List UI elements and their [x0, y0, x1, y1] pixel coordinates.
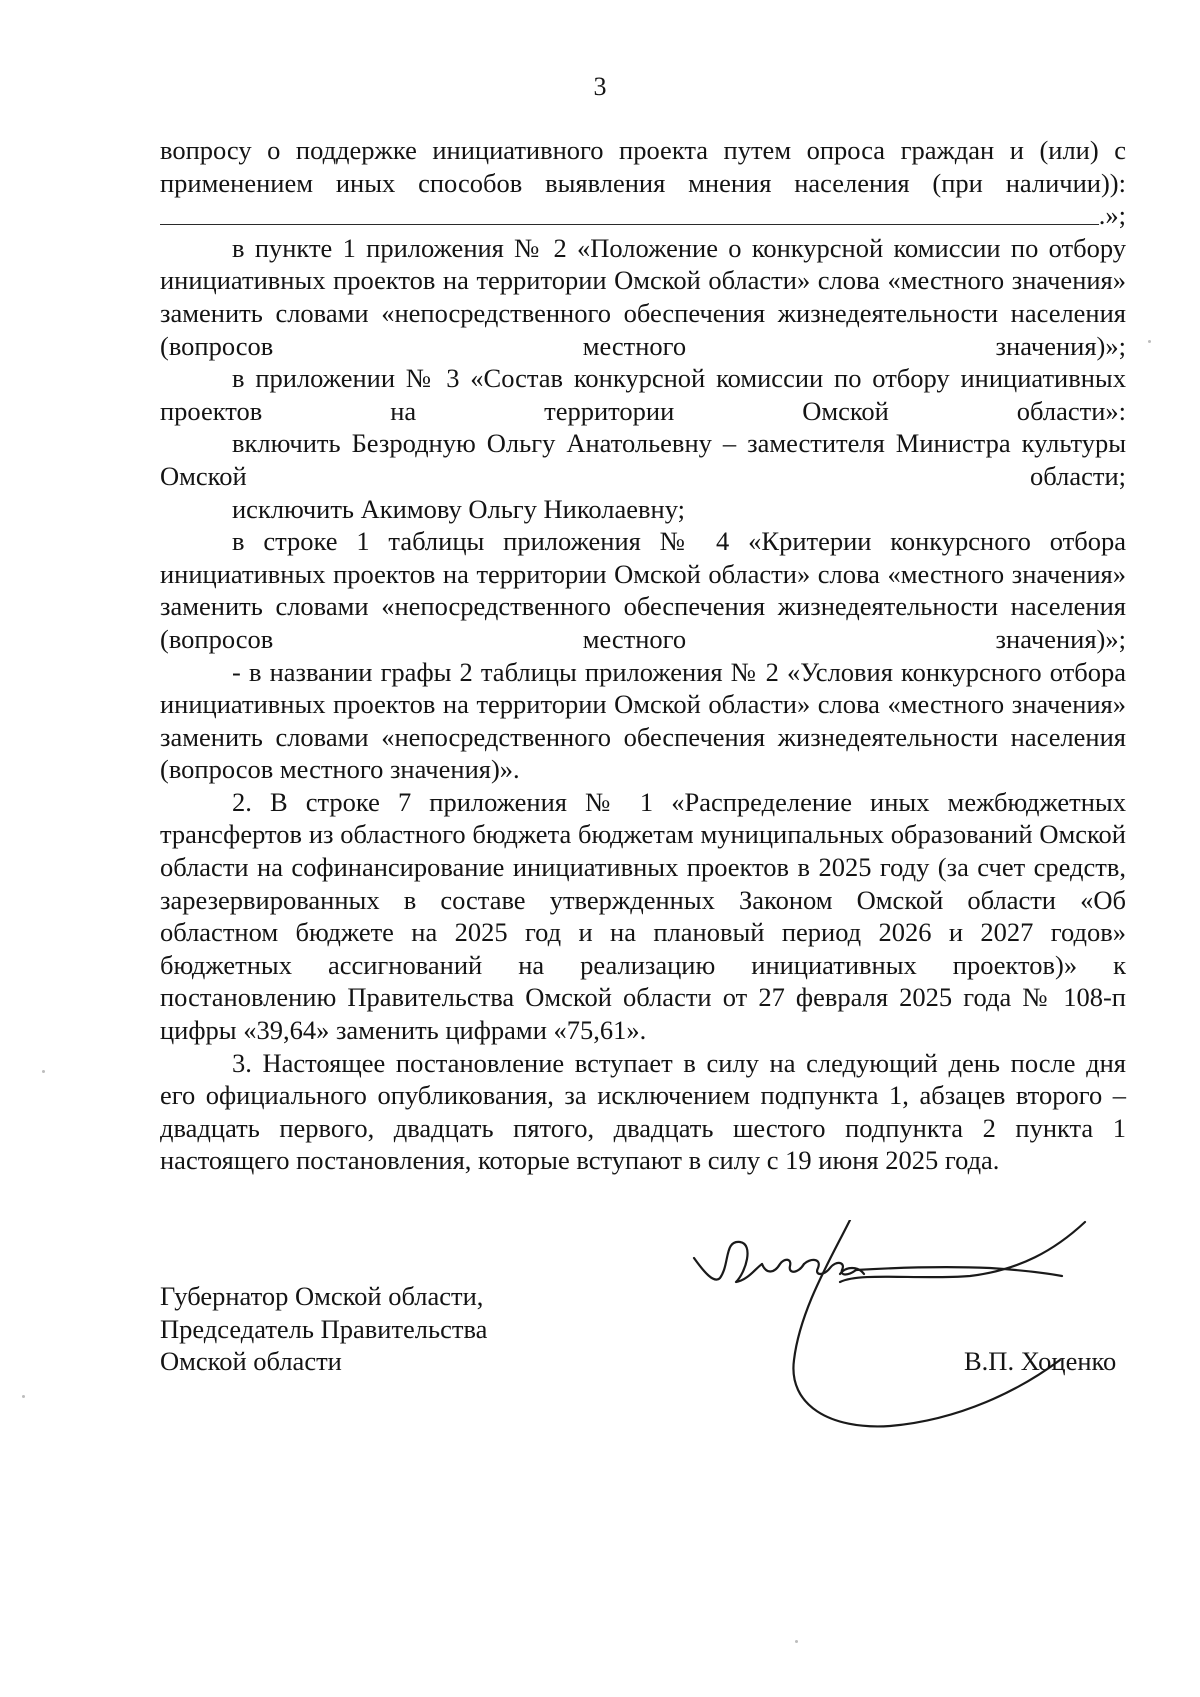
underline-rule: [160, 224, 1099, 225]
handwritten-signature: [690, 1220, 1110, 1460]
paragraph-commission-regulation: в пункте 1 приложения № 2 «Положение о конкурсной комиссии по отбору инициативных проектов на территории Омской области» слова «местного значения» заменить словами «непосредственного обеспечения жизнедеятельности населения (вопросов местного значения)»;: [160, 232, 1126, 361]
paragraph-include-member: включить Безродную Ольгу Анатольевну – заместителя Министра культуры Омской области;: [160, 428, 1126, 491]
scan-speck: [1148, 340, 1151, 343]
blank-line-suffix: .»;: [1098, 200, 1126, 231]
paragraph-exclude-member: исключить Акимову Ольгу Николаевну;: [232, 493, 685, 524]
signatory-title: [160, 1280, 487, 1378]
paragraph-selection-conditions: - в названии графы 2 таблицы приложения № 2 «Условия конкурсного отбора инициативных проектов на территории Омской области» слова «местного значения» заменить словами «непосредственного обеспечения жизнедеятельности населения (вопросов местного значения)».: [160, 656, 1126, 785]
paragraph-commission-composition: в приложении № 3 «Состав конкурсной комиссии по отбору инициативных проектов на территории Омской области»:: [160, 363, 1126, 426]
scan-speck: [22, 1395, 25, 1398]
signatory-title-line: Омской области: [160, 1346, 342, 1377]
paragraph-selection-criteria: в строке 1 таблицы приложения № 4 «Критерии конкурсного отбора инициативных проектов на территории Омской области» слова «местного значения» заменить словами «непосредственного обеспечения жизнедеятельности населения (вопросов местного значения)»;: [160, 526, 1126, 654]
signatory-title-line: Губернатор Омской области,: [160, 1281, 484, 1311]
page-number: 3: [593, 72, 607, 101]
paragraph-continuation: вопросу о поддержке инициативного проекта путем опроса граждан и (или) с применением иных способов выявления мнения населения (при наличии)):: [160, 135, 1126, 198]
scan-speck: [42, 1070, 45, 1073]
scan-speck: [795, 1640, 798, 1643]
signatory-title-line: Председатель Правительства: [160, 1313, 488, 1344]
signatory-name: В.П. Хоценко: [964, 1346, 1117, 1376]
blank-fill-line: [160, 199, 1126, 232]
paragraph-item-3: 3. Настоящее постановление вступает в силу на следующий день после дня его официального опубликования, за исключением подпункта 1, абзацев второго – двадцать первого, двадцать пятого, двадцать шестого подпункта 2 пункта 1 настоящего постановления, которые вступают в силу с 19 июня 2025 года.: [160, 1047, 1126, 1176]
paragraph-item-2: 2. В строке 7 приложения № 1 «Распределение иных межбюджетных трансфертов из областного бюджета бюджетам муниципальных образований Омской области на софинансирование инициативных проектов в 2025 году (за счет средств, зарезервированных в составе утвержденных Законом Омской области «Об областном бюджете на 2025 год и на плановый период 2026 и 2027 годов» бюджетных ассигнований на реализацию инициативных проектов)» к постановлению Правительства Омской области от 27 февраля 2025 года № 108-п цифры «39,64» заменить цифрами «75,61».: [160, 786, 1126, 1046]
document-body: [160, 134, 1126, 1177]
